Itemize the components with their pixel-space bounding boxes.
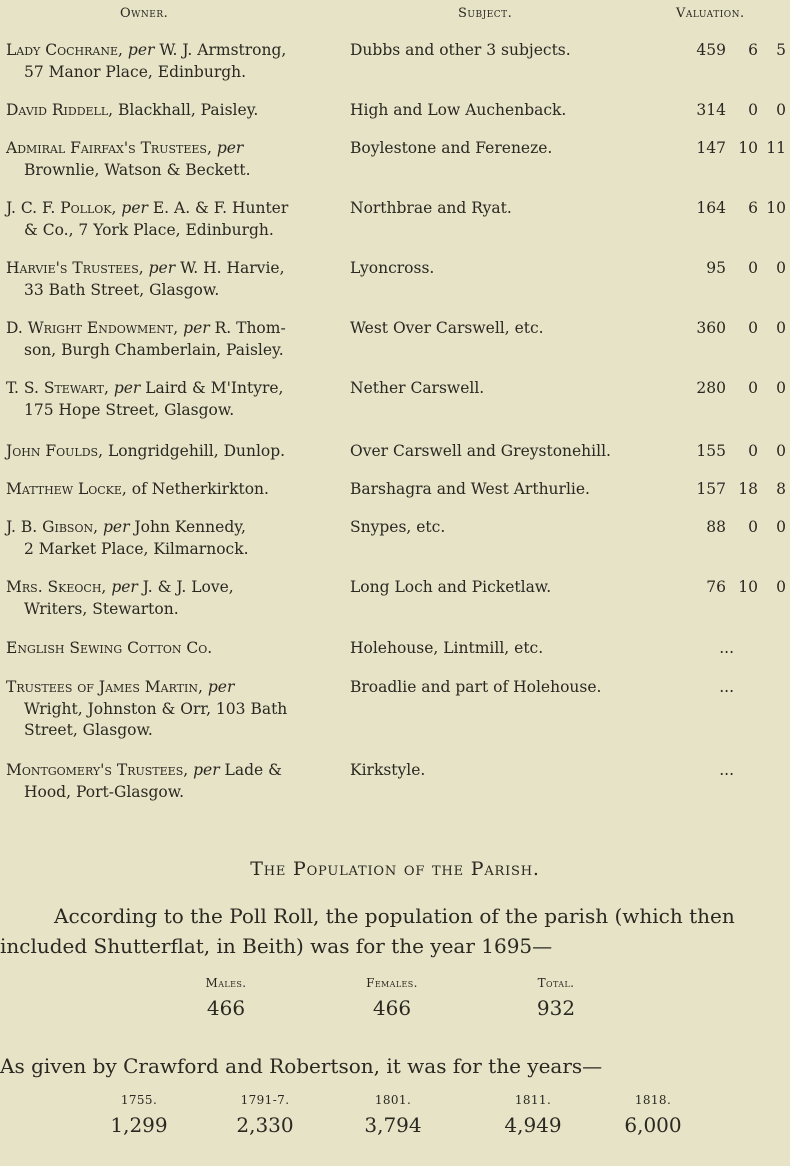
crawford-paragraph: As given by Crawford and Robertson, it was for the years— bbox=[0, 1054, 603, 1078]
per-word: per bbox=[207, 678, 235, 696]
owner-address: Writers, Stewarton. bbox=[24, 599, 179, 618]
valuation-pounds: 155 bbox=[696, 442, 726, 460]
year-population: 3,794 bbox=[364, 1113, 422, 1137]
owner-address: Hood, Port-Glasgow. bbox=[24, 782, 185, 801]
subject-cell: West Over Carswell, etc. bbox=[350, 319, 544, 337]
owner-agent: of Netherkirkton. bbox=[126, 480, 269, 498]
valuation-pounds: 76 bbox=[706, 578, 726, 596]
males-label: Males. bbox=[205, 976, 247, 990]
owner-line bbox=[6, 578, 234, 596]
owner-cell bbox=[6, 318, 326, 361]
year-stat bbox=[494, 1093, 572, 1137]
subject-cell: Snypes, etc. bbox=[350, 518, 446, 536]
owner-name: Admiral Fairfax's Trustees, bbox=[6, 139, 212, 157]
owner-agent: R. Thom- bbox=[209, 319, 286, 337]
subject-cell: Nether Carswell. bbox=[350, 379, 485, 397]
valuation-pounds: 459 bbox=[696, 41, 726, 59]
valuation-pence: 0 bbox=[776, 101, 786, 119]
subject-cell: Over Carswell and Greystonehill. bbox=[350, 442, 611, 460]
valuation-shillings: 10 bbox=[738, 139, 758, 157]
per-word: per bbox=[111, 578, 138, 596]
valuation-shillings: 0 bbox=[748, 518, 758, 536]
owner-agent: E. A. & F. Hunter bbox=[147, 199, 289, 217]
owner-name: Harvie's Trustees, bbox=[6, 259, 144, 277]
owner-agent: W. J. Armstrong, bbox=[154, 41, 287, 59]
owner-cell bbox=[6, 378, 326, 421]
per-word: per bbox=[216, 139, 244, 157]
owner-cell bbox=[6, 40, 326, 83]
owner-line bbox=[6, 41, 286, 59]
valuation-shillings: 10 bbox=[738, 578, 758, 596]
owner-line bbox=[6, 518, 246, 536]
owner-name: Montgomery's Trustees, bbox=[6, 761, 189, 779]
owner-cell bbox=[6, 638, 326, 660]
valuation-pounds: 157 bbox=[696, 480, 726, 498]
valuation-shillings: 18 bbox=[738, 480, 758, 498]
year-population: 4,949 bbox=[504, 1113, 562, 1137]
valuation-pence: 8 bbox=[776, 480, 786, 498]
year-label: 1755. bbox=[120, 1093, 158, 1107]
subject-cell: Northbrae and Ryat. bbox=[350, 199, 512, 217]
owner-cell bbox=[6, 677, 326, 742]
per-word: per bbox=[121, 199, 148, 217]
valuation-shillings: 6 bbox=[748, 41, 758, 59]
valuation-pence: 0 bbox=[776, 319, 786, 337]
owner-name: Mrs. Skeoch, bbox=[6, 578, 107, 596]
valuation-pence: 0 bbox=[776, 259, 786, 277]
owner-agent: Laird & M'Intyre, bbox=[140, 379, 284, 397]
owner-name: J. C. F. Pollok, bbox=[6, 199, 117, 217]
owner-line bbox=[6, 678, 234, 696]
per-word: per bbox=[183, 319, 210, 337]
subject-cell: Barshagra and West Arthurlie. bbox=[350, 480, 590, 498]
owner-line bbox=[6, 199, 288, 217]
year-stat bbox=[100, 1093, 178, 1137]
per-word: per bbox=[148, 259, 176, 277]
owner-line bbox=[6, 442, 285, 460]
owner-cell bbox=[6, 198, 326, 241]
valuation-pounds: 314 bbox=[696, 101, 726, 119]
owner-line bbox=[6, 639, 212, 657]
valuation-pence: 0 bbox=[776, 379, 786, 397]
valuation-pounds: 360 bbox=[696, 319, 726, 337]
valuation-shillings: 0 bbox=[748, 319, 758, 337]
owner-agent: J. & J. Love, bbox=[137, 578, 234, 596]
owner-name: John Foulds, bbox=[6, 442, 104, 460]
valuation-shillings: 0 bbox=[748, 101, 758, 119]
valuation-shillings: 6 bbox=[748, 199, 758, 217]
owner-line bbox=[6, 101, 258, 119]
owner-address: 33 Bath Street, Glasgow. bbox=[24, 280, 220, 299]
owner-agent: Blackhall, Paisley. bbox=[113, 101, 259, 119]
owner-cell bbox=[6, 441, 326, 463]
subject-cell: Long Loch and Picketlaw. bbox=[350, 578, 552, 596]
valuation-pence: 0 bbox=[776, 518, 786, 536]
valuation-pence: 5 bbox=[776, 41, 786, 59]
owner-address: son, Burgh Chamberlain, Paisley. bbox=[24, 340, 284, 359]
valuation-shillings: 0 bbox=[748, 442, 758, 460]
owner-name: Lady Cochrane, bbox=[6, 41, 123, 59]
owner-address: & Co., 7 York Place, Edinburgh. bbox=[24, 220, 274, 239]
year-label: 1791-7. bbox=[240, 1093, 290, 1107]
total-label: Total. bbox=[537, 976, 575, 990]
valuation-column-header: Valuation. bbox=[676, 6, 745, 21]
subject-cell: Lyoncross. bbox=[350, 259, 435, 277]
section-title: The Population of the Parish. bbox=[250, 858, 540, 880]
subject-cell: Broadlie and part of Holehouse. bbox=[350, 678, 602, 696]
females-label: Females. bbox=[366, 976, 418, 990]
owner-name: English Sewing Cotton Co. bbox=[6, 639, 213, 657]
valuation-blank: ... bbox=[719, 678, 734, 696]
owner-cell bbox=[6, 258, 326, 301]
owner-agent: Lade & bbox=[219, 761, 282, 779]
males-stat bbox=[196, 976, 256, 1020]
paragraph-line: According to the Poll Roll, the population of the parish (which then bbox=[54, 904, 735, 928]
total-stat bbox=[524, 976, 588, 1020]
owner-line bbox=[6, 259, 285, 277]
valuation-pence: 0 bbox=[776, 442, 786, 460]
valuation-pounds: 164 bbox=[696, 199, 726, 217]
subject-cell: Boylestone and Fereneze. bbox=[350, 139, 553, 157]
year-population: 2,330 bbox=[236, 1113, 294, 1137]
females-value: 466 bbox=[372, 996, 412, 1020]
per-word: per bbox=[193, 761, 220, 779]
owner-line bbox=[6, 379, 283, 397]
owner-address: 57 Manor Place, Edinburgh. bbox=[24, 62, 247, 81]
owner-name: D. Wright Endowment, bbox=[6, 319, 179, 337]
females-stat bbox=[350, 976, 434, 1020]
per-word: per bbox=[127, 41, 155, 59]
valuation-blank: ... bbox=[719, 639, 734, 657]
valuation-pounds: 88 bbox=[706, 518, 726, 536]
owner-cell bbox=[6, 760, 326, 803]
owner-name: J. B. Gibson, bbox=[6, 518, 99, 536]
owner-cell bbox=[6, 138, 326, 181]
owner-cell bbox=[6, 517, 326, 560]
subject-cell: High and Low Auchenback. bbox=[350, 101, 567, 119]
owner-agent: John Kennedy, bbox=[129, 518, 246, 536]
valuation-blank: ... bbox=[719, 761, 734, 779]
owner-line bbox=[6, 139, 243, 157]
per-word: per bbox=[102, 518, 130, 536]
poll-roll-paragraph bbox=[0, 901, 790, 961]
owner-name: T. S. Stewart, bbox=[6, 379, 109, 397]
owner-name: Trustees of James Martin, bbox=[6, 678, 203, 696]
paragraph-line: included Shutterflat, in Beith) was for the year 1695— bbox=[0, 934, 553, 958]
males-value: 466 bbox=[206, 996, 246, 1020]
year-stat bbox=[614, 1093, 692, 1137]
per-word: per bbox=[113, 379, 141, 397]
year-label: 1811. bbox=[514, 1093, 552, 1107]
owner-cell bbox=[6, 479, 326, 501]
subject-cell: Holehouse, Lintmill, etc. bbox=[350, 639, 544, 657]
subject-cell: Kirkstyle. bbox=[350, 761, 426, 779]
valuation-shillings: 0 bbox=[748, 259, 758, 277]
owner-line bbox=[6, 761, 282, 779]
owner-cell bbox=[6, 100, 326, 122]
owner-line bbox=[6, 480, 269, 498]
owner-address: Wright, Johnston & Orr, 103 Bath bbox=[24, 699, 288, 718]
owner-address: Street, Glasgow. bbox=[24, 721, 153, 739]
owner-name: Matthew Locke, bbox=[6, 480, 127, 498]
year-label: 1801. bbox=[374, 1093, 412, 1107]
valuation-pounds: 147 bbox=[696, 139, 726, 157]
valuation-pounds: 280 bbox=[696, 379, 726, 397]
owner-address: 2 Market Place, Kilmarnock. bbox=[24, 539, 249, 558]
valuation-pence: 10 bbox=[766, 199, 786, 217]
owner-line bbox=[6, 319, 286, 337]
year-label: 1818. bbox=[634, 1093, 672, 1107]
owner-address: 175 Hope Street, Glasgow. bbox=[24, 400, 235, 419]
year-stat bbox=[226, 1093, 304, 1137]
valuation-pence: 11 bbox=[766, 139, 786, 157]
year-population: 1,299 bbox=[110, 1113, 168, 1137]
owner-agent: Longridgehill, Dunlop. bbox=[103, 442, 286, 460]
owner-address: Brownlie, Watson & Beckett. bbox=[24, 160, 251, 179]
owner-cell bbox=[6, 577, 326, 620]
valuation-pence: 0 bbox=[776, 578, 786, 596]
owner-name: David Riddell, bbox=[6, 101, 114, 119]
owner-column-header: Owner. bbox=[120, 6, 169, 21]
subject-cell: Dubbs and other 3 subjects. bbox=[350, 41, 571, 59]
total-value: 932 bbox=[536, 996, 576, 1020]
valuation-shillings: 0 bbox=[748, 379, 758, 397]
valuation-pounds: 95 bbox=[706, 259, 726, 277]
owner-agent: W. H. Harvie, bbox=[175, 259, 285, 277]
year-population: 6,000 bbox=[624, 1113, 682, 1137]
year-stat bbox=[354, 1093, 432, 1137]
subject-column-header: Subject. bbox=[458, 6, 513, 21]
